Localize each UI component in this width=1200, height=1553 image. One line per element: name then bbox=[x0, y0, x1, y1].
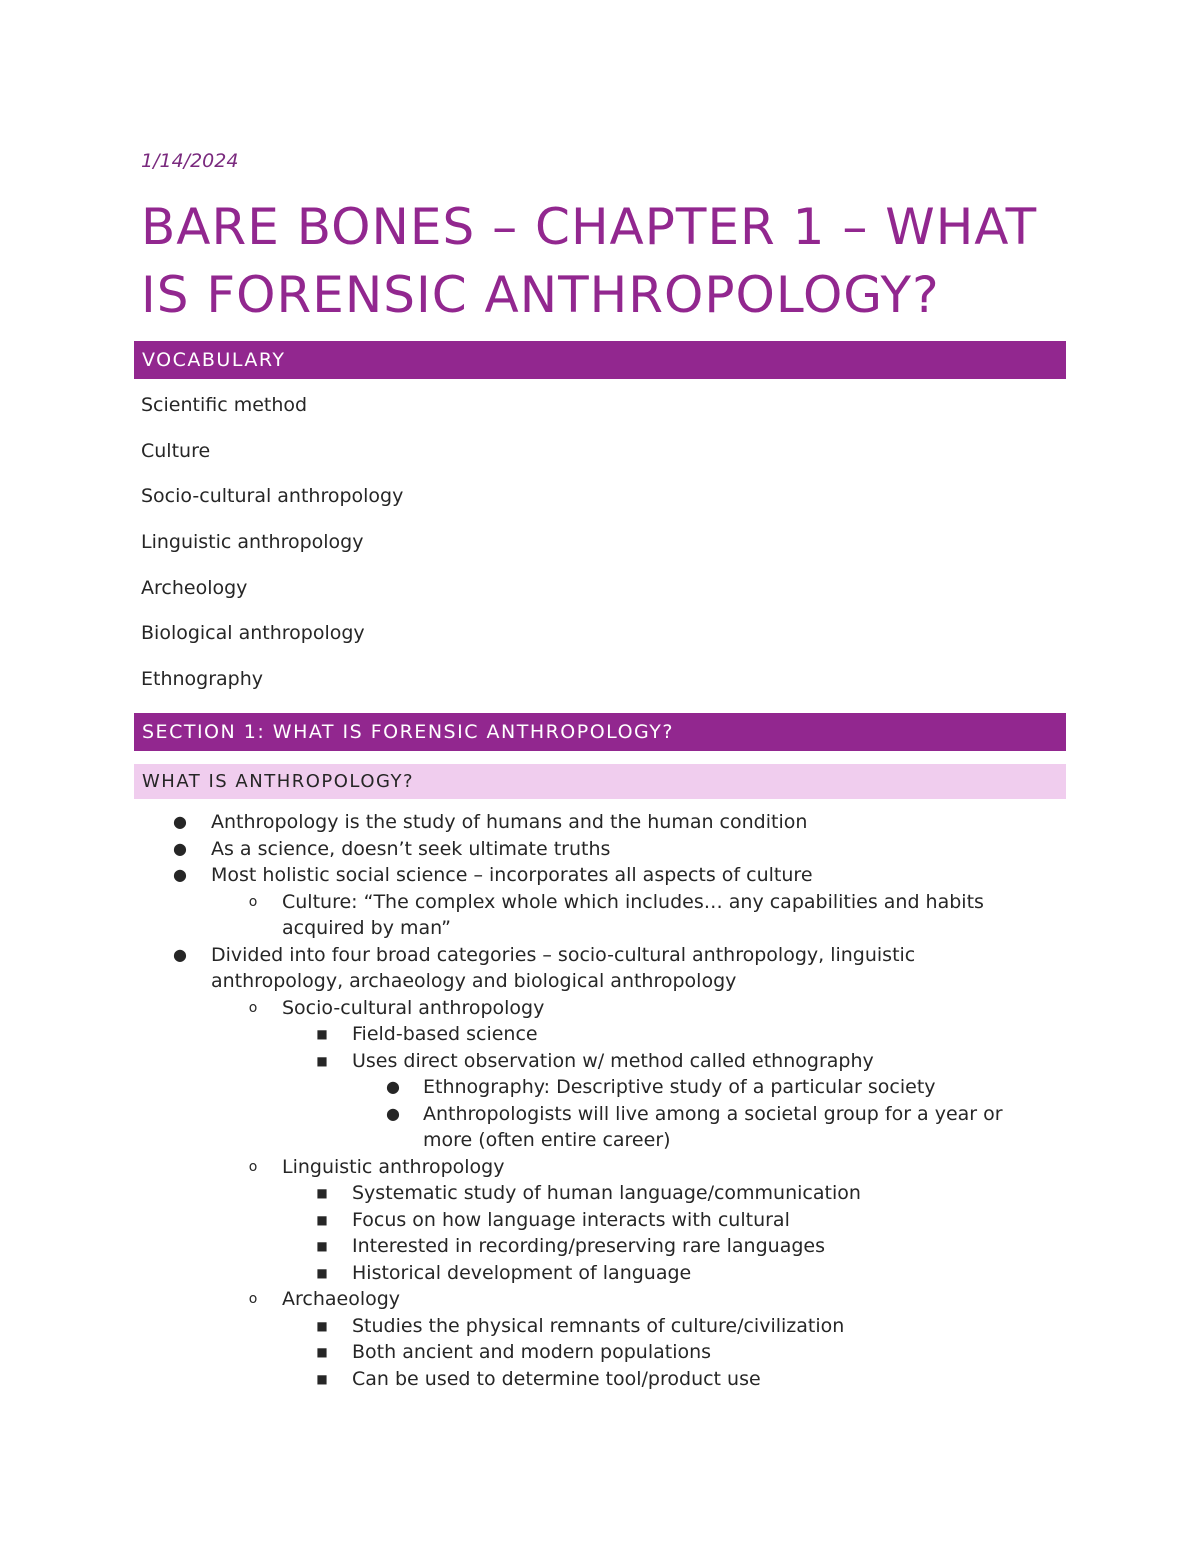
bullet-square-icon: ■ bbox=[316, 1212, 328, 1227]
list-item: ■ Historical development of language bbox=[0, 1260, 1200, 1287]
list-item: o Socio-cultural anthropology bbox=[0, 995, 1200, 1022]
bullet-disc-icon: ● bbox=[173, 838, 187, 858]
bullet-disc-icon: ● bbox=[173, 865, 187, 884]
list-item: ● Ethnography: Descriptive study of a particular society bbox=[0, 1074, 1200, 1101]
section-1-bullet-list bbox=[0, 809, 1200, 1392]
document-title: BARE BONES – CHAPTER 1 – WHAT IS FORENSIC ANTHROPOLOGY? bbox=[141, 198, 1038, 324]
list-item: ■ Systematic study of human language/communication bbox=[0, 1180, 1200, 1207]
vocabulary-list bbox=[141, 390, 403, 710]
bullet-square-icon: ■ bbox=[316, 1186, 328, 1200]
vocabulary-term: Ethnography bbox=[141, 668, 264, 691]
bullet-square-icon: ■ bbox=[316, 1027, 328, 1041]
bullet-disc-icon: ● bbox=[173, 944, 187, 964]
list-item: ■ Field-based science bbox=[0, 1021, 1200, 1048]
bullet-disc-icon: ● bbox=[173, 812, 187, 831]
list-item: ■ Uses direct observation w/ method called ethnography bbox=[0, 1048, 1200, 1075]
bullet-circle-icon: o bbox=[248, 1158, 258, 1175]
section-1-heading: SECTION 1: WHAT IS FORENSIC ANTHROPOLOGY? bbox=[134, 713, 1066, 751]
list-item: ■ Focus on how language interacts with cultural bbox=[0, 1207, 1200, 1234]
list-item: ■ Can be used to determine tool/product use bbox=[0, 1366, 1200, 1393]
list-item: ■ Both ancient and modern populations bbox=[0, 1339, 1200, 1366]
bullet-square-icon: ■ bbox=[316, 1345, 328, 1359]
list-item: o Archaeology bbox=[0, 1286, 1200, 1313]
list-item: o Culture: “The complex whole which includes… any capabilities and habits acquired by man” bbox=[0, 889, 1200, 942]
list-item: ■ Interested in recording/preserving rare languages bbox=[0, 1233, 1200, 1260]
bullet-disc-icon: ● bbox=[386, 1077, 400, 1096]
list-item: ● Most holistic social science – incorporates all aspects of culture bbox=[0, 862, 1200, 889]
list-item: ● Anthropology is the study of humans and the human condition bbox=[0, 809, 1200, 836]
list-item: ● Anthropologists will live among a societal group for a year or more (often entire career) bbox=[0, 1101, 1200, 1154]
list-item: ● As a science, doesn’t seek ultimate truths bbox=[0, 836, 1200, 863]
section-1-subheading: WHAT IS ANTHROPOLOGY? bbox=[134, 764, 1066, 799]
bullet-disc-icon: ● bbox=[386, 1103, 400, 1123]
vocabulary-heading: VOCABULARY bbox=[134, 341, 1066, 379]
bullet-circle-icon: o bbox=[248, 1291, 258, 1307]
bullet-circle-icon: o bbox=[248, 999, 258, 1016]
vocabulary-term: Culture bbox=[141, 439, 211, 462]
bullet-circle-icon: o bbox=[248, 893, 258, 910]
list-item: ■ Studies the physical remnants of culture/civilization bbox=[0, 1313, 1200, 1340]
document-date: 1/14/2024 bbox=[141, 150, 239, 172]
bullet-square-icon: ■ bbox=[316, 1318, 328, 1333]
bullet-square-icon: ■ bbox=[316, 1239, 328, 1253]
vocabulary-term: Scientific method bbox=[141, 394, 308, 416]
bullet-square-icon: ■ bbox=[316, 1265, 328, 1280]
vocabulary-term: Biological anthropology bbox=[141, 622, 365, 645]
vocabulary-term: Linguistic anthropology bbox=[141, 531, 364, 554]
bullet-square-icon: ■ bbox=[316, 1371, 328, 1386]
list-item: ● Divided into four broad categories – socio-cultural anthropology, linguistic anthropology, archaeology and biological anthropology bbox=[0, 942, 1200, 995]
vocabulary-term: Archeology bbox=[141, 576, 248, 599]
list-item: o Linguistic anthropology bbox=[0, 1154, 1200, 1181]
bullet-square-icon: ■ bbox=[316, 1053, 328, 1068]
vocabulary-term: Socio-cultural anthropology bbox=[141, 485, 404, 508]
